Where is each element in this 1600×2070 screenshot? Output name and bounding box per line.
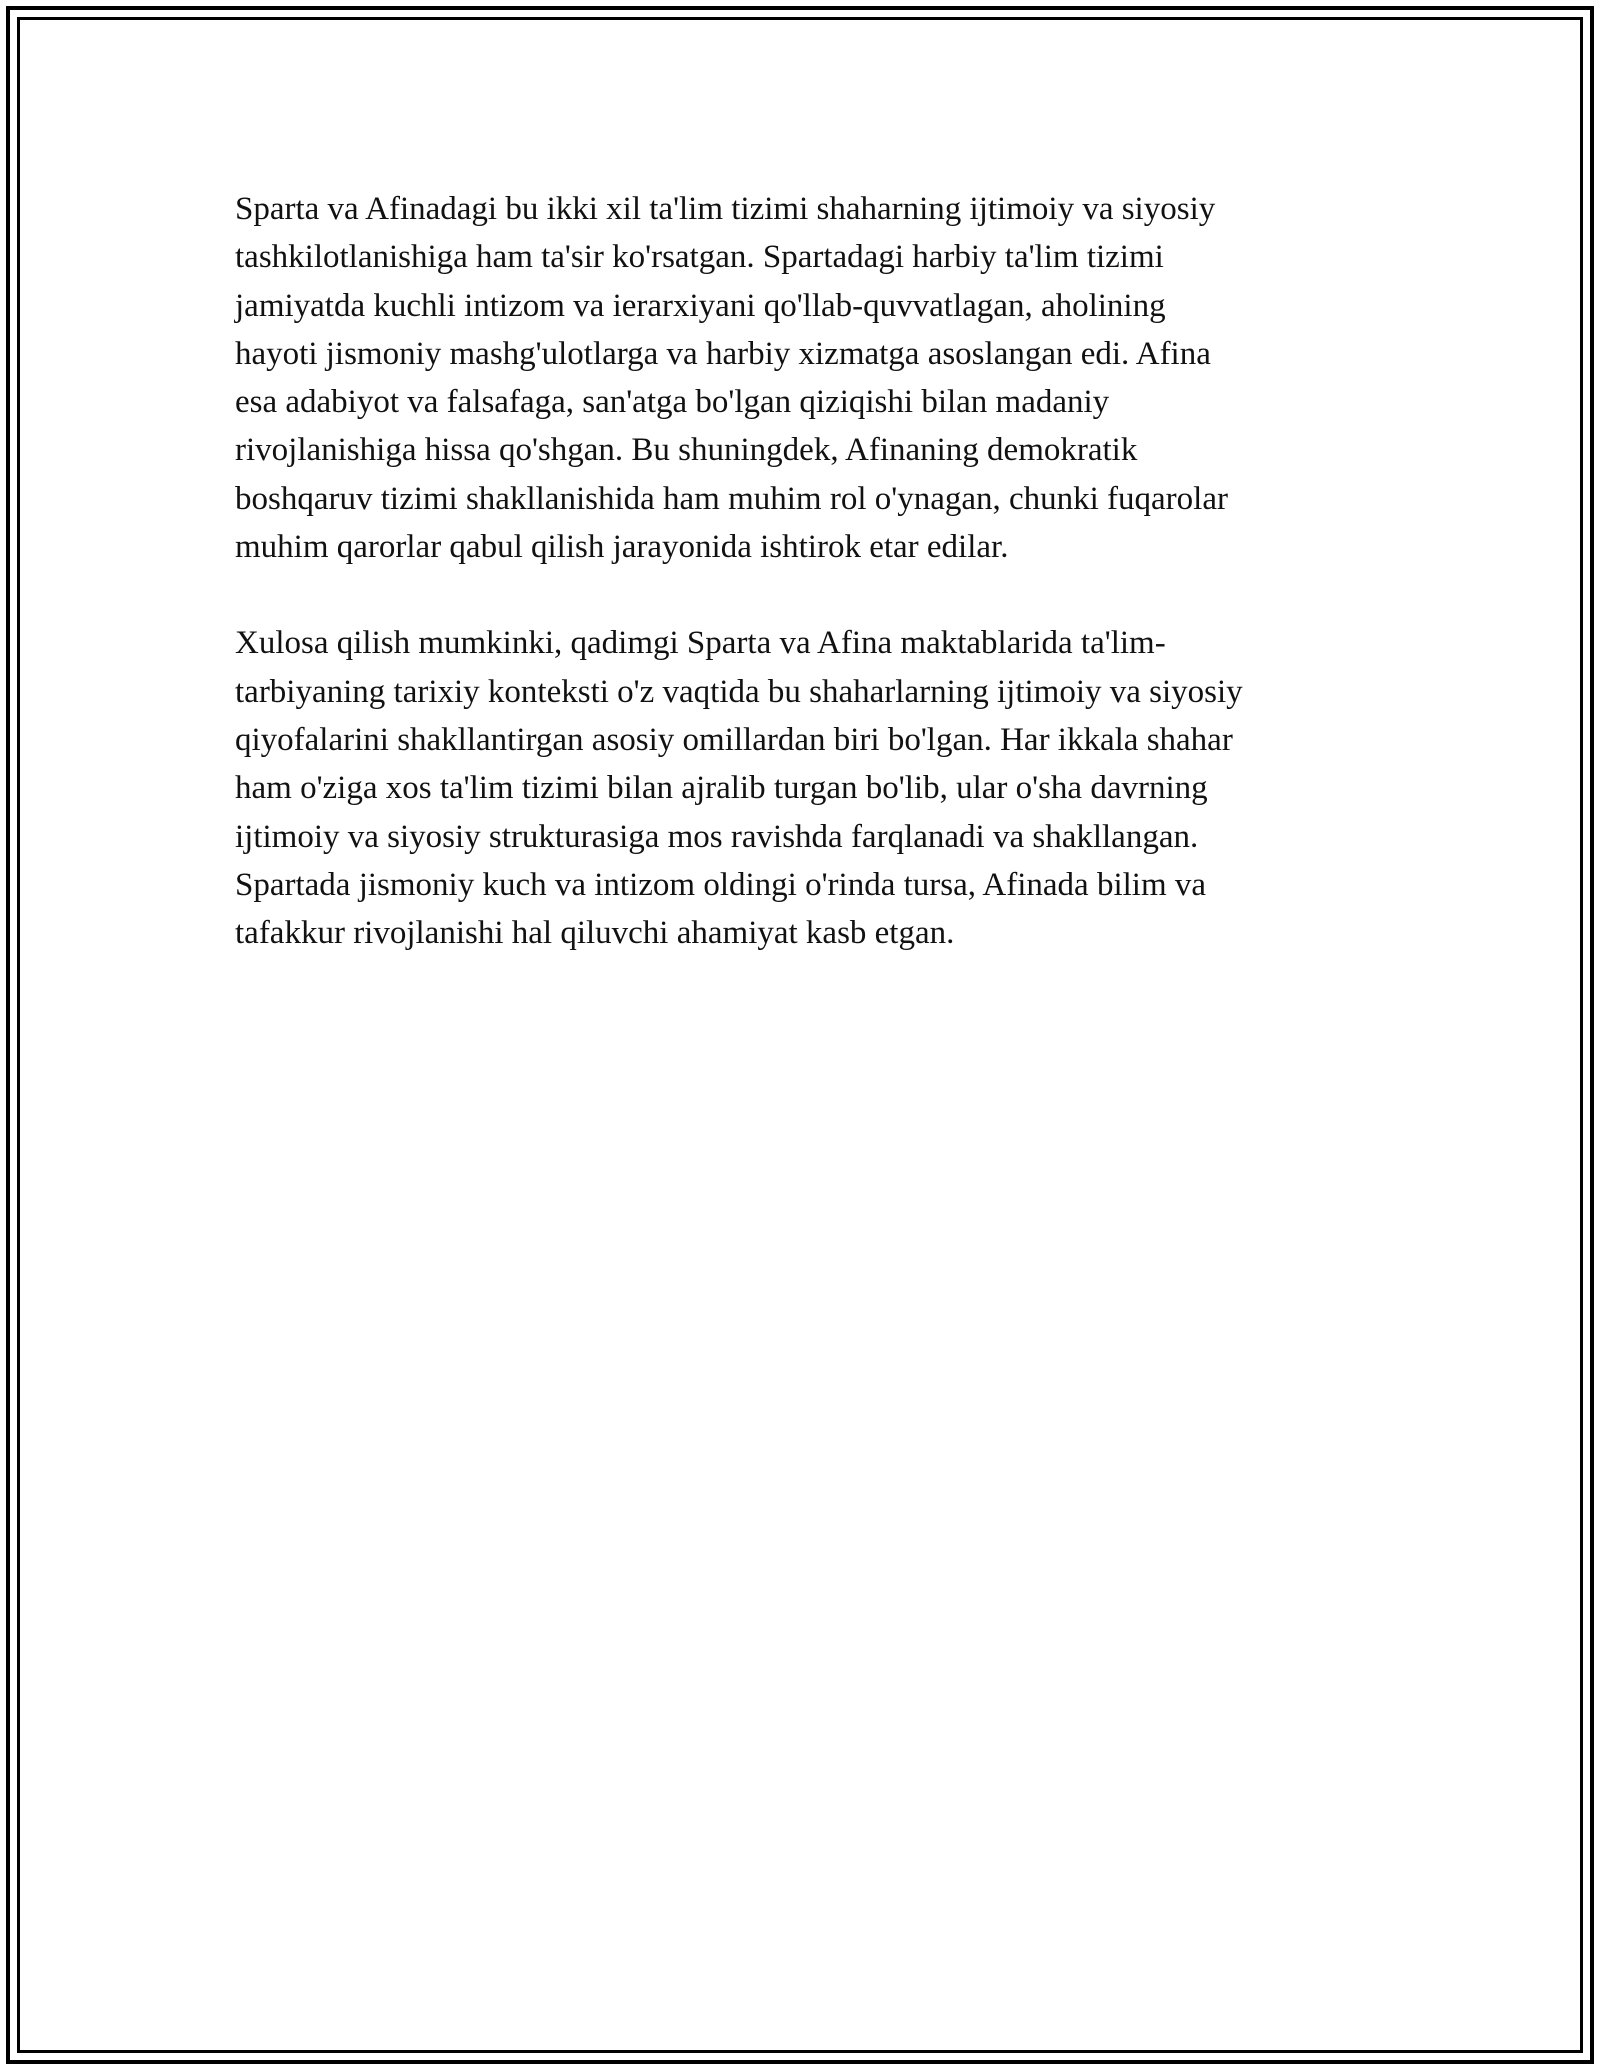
text-line: muhim qarorlar qabul qilish jarayonida ishtirok etar edilar. — [235, 529, 1009, 566]
text-line: tashkilotlanishiga ham ta'sir ko'rsatgan. Spartadagi harbiy ta'lim tizimi — [235, 239, 1164, 276]
text-line: esa adabiyot va falsafaga, san'atga bo'lgan qiziqishi bilan madaniy — [235, 384, 1110, 421]
text-line: Spartada jismoniy kuch va intizom oldingi o'rinda tursa, Afinada bilim va — [235, 866, 1207, 903]
text-line: ijtimoiy va siyosiy strukturasiga mos ravishda farqlanadi va shakllangan. — [235, 818, 1199, 855]
text-line: tarbiyaning tarixiy konteksti o'z vaqtida bu shaharlarning ijtimoiy va siyosiy — [235, 673, 1243, 710]
paragraph-2 — [235, 619, 1365, 957]
text-line: jamiyatda kuchli intizom va ierarxiyani qo'llab-quvvatlagan, aholining — [235, 287, 1166, 324]
text-line: tafakkur rivojlanishi hal qiluvchi ahamiyat kasb etgan. — [235, 915, 955, 952]
text-line: hayoti jismoniy mashg'ulotlarga va harbiy xizmatga asoslangan edi. Afina — [235, 335, 1211, 372]
paragraph-1 — [235, 185, 1365, 571]
text-line: rivojlanishiga hissa qo'shgan. Bu shuningdek, Afinaning demokratik — [235, 432, 1138, 469]
text-line: boshqaruv tizimi shakllanishida ham muhim rol o'ynagan, chunki fuqarolar — [235, 480, 1228, 517]
text-line: ham o'ziga xos ta'lim tizimi bilan ajralib turgan bo'lib, ular o'sha davrning — [235, 770, 1208, 807]
document-body — [235, 185, 1365, 1005]
text-line: Xulosa qilish mumkinki, qadimgi Sparta va Afina maktablarida ta'lim- — [235, 625, 1166, 662]
text-line: Sparta va Afinadagi bu ikki xil ta'lim tizimi shaharning ijtimoiy va siyosiy — [235, 191, 1216, 227]
text-line: qiyofalarini shakllantirgan asosiy omillardan biri bo'lgan. Har ikkala shahar — [235, 721, 1233, 758]
